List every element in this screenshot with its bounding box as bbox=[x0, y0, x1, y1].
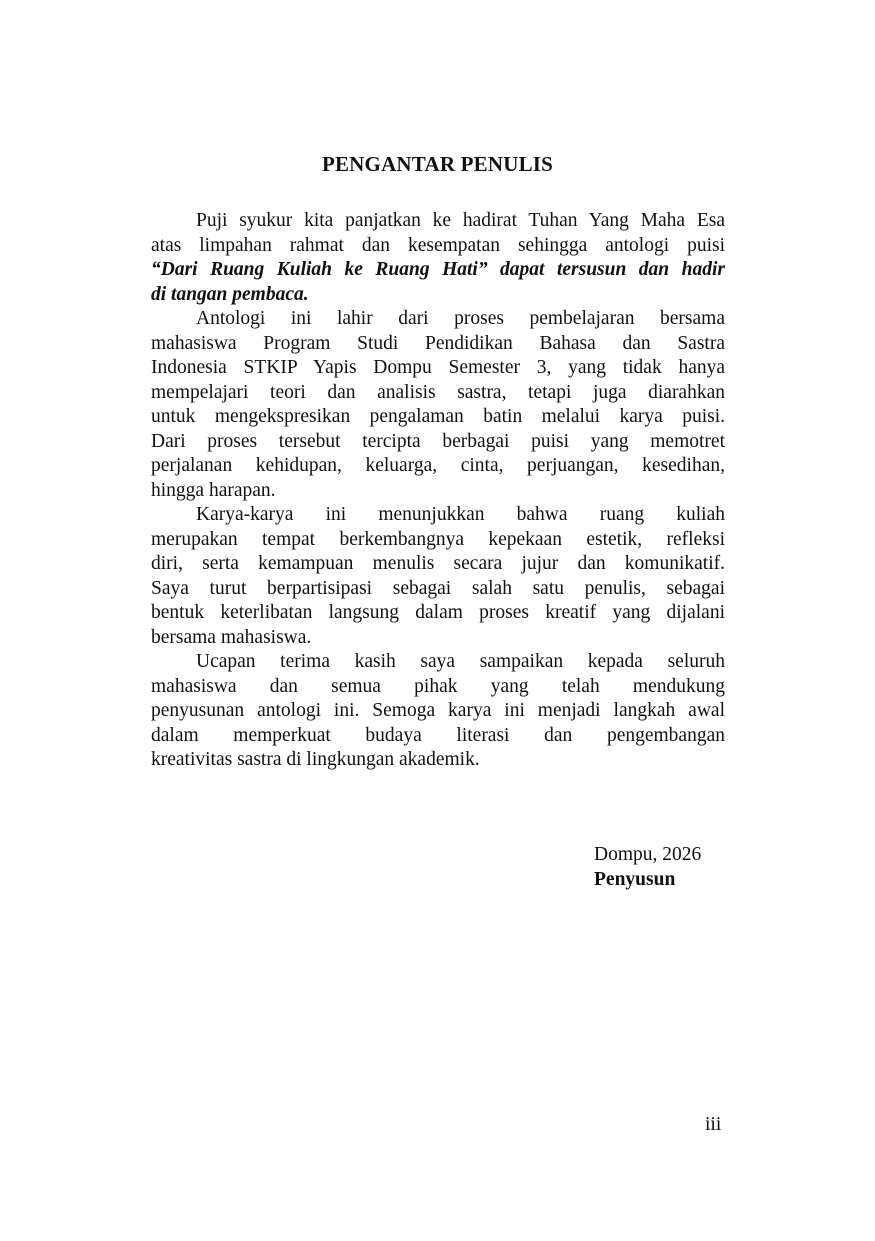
author-role: Penyusun bbox=[594, 868, 676, 890]
page-number: iii bbox=[705, 1114, 722, 1135]
page-title: PENGANTAR PENULIS bbox=[321, 152, 554, 176]
text-line: kreativitas sastra di lingkungan akademik. bbox=[151, 749, 480, 770]
text-line: Ucapan terima kasih saya sampaikan kepada seluruh bbox=[196, 651, 725, 672]
text-line: Saya turut berpartisipasi sebagai salah satu penulis, sebagai bbox=[151, 577, 725, 599]
text-line: mahasiswa dan semua pihak yang telah mendukung bbox=[151, 675, 725, 697]
text-line: untuk mengekspresikan pengalaman batin melalui karya puisi. bbox=[151, 406, 725, 427]
text-line: Karya-karya ini menunjukkan bahwa ruang kuliah bbox=[196, 504, 725, 525]
text-line: dalam memperkuat budaya literasi dan pengembangan bbox=[151, 724, 725, 746]
text-line: bentuk keterlibatan langsung dalam proses kreatif yang dijalani bbox=[151, 602, 725, 623]
text-line: Antologi ini lahir dari proses pembelajaran bersama bbox=[196, 308, 725, 329]
text-line: mempelajari teori dan analisis sastra, tetapi juga diarahkan bbox=[151, 381, 725, 403]
text-line: hingga harapan. bbox=[151, 479, 276, 501]
text-line: perjalanan kehidupan, keluarga, cinta, perjuangan, kesedihan, bbox=[151, 455, 725, 476]
text-line: Dari proses tersebut tercipta berbagai puisi yang memotret bbox=[151, 430, 725, 452]
text-line: Indonesia STKIP Yapis Dompu Semester 3, yang tidak hanya bbox=[151, 357, 725, 378]
place-date: Dompu, 2026 bbox=[594, 844, 702, 865]
text-line: diri, serta kemampuan menulis secara jujur dan komunikatif. bbox=[151, 553, 725, 574]
anthology-title-line: “Dari Ruang Kuliah ke Ruang Hati” dapat tersusun dan hadir bbox=[151, 259, 725, 280]
text-line: Puji syukur kita panjatkan ke hadirat Tuhan Yang Maha Esa bbox=[196, 210, 725, 231]
signature-block bbox=[594, 843, 701, 892]
text-line: atas limpahan rahmat dan kesempatan sehingga antologi puisi bbox=[151, 234, 725, 256]
text-line: mahasiswa Program Studi Pendidikan Bahasa dan Sastra bbox=[151, 332, 725, 354]
text-line: penyusunan antologi ini. Semoga karya ini menjadi langkah awal bbox=[151, 700, 725, 721]
text-line: merupakan tempat berkembangnya kepekaan estetik, refleksi bbox=[151, 528, 725, 550]
body-text bbox=[151, 209, 725, 773]
anthology-title-line: di tangan pembaca. bbox=[151, 283, 309, 305]
text-line: bersama mahasiswa. bbox=[151, 626, 312, 648]
